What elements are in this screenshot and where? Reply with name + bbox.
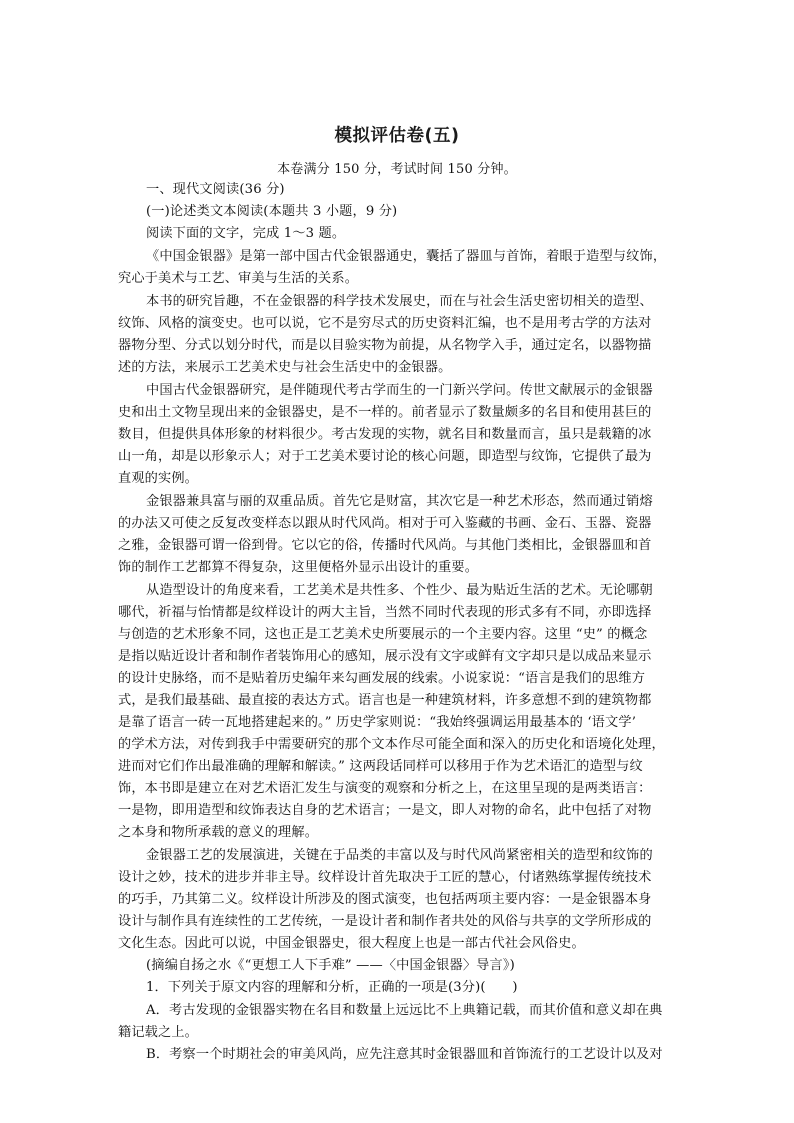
subsection-heading: (一)论述类文本阅读(本题共 3 小题，9 分) xyxy=(146,204,398,219)
text-line: 的巧手，乃其第二义。纹样设计所涉及的图式演变，也包括两项主要内容：一是金银器本身 xyxy=(118,892,652,907)
exam-instructions: 本卷满分 150 分，考试时间 150 分钟。 xyxy=(277,162,517,177)
question-1: 1．下列关于原文内容的理解和分析，正确的一项是(3分)( ) xyxy=(146,980,518,995)
text-line: 器物分型、分式以划分时代，而是以目验实物为前提，从名物学入手，通过定名，以器物描 xyxy=(118,338,652,353)
text-line: 直观的实例。 xyxy=(118,471,199,486)
text-line: 饰，本书即是建立在对艺术语汇发生与演变的观察和分析之上，在这里呈现的是两类语言： xyxy=(118,781,652,796)
reading-instruction: 阅读下面的文字，完成 1～3 题。 xyxy=(146,226,346,241)
text-line: 饰的制作工艺都算不得复杂，这里便格外显示出设计的重要。 xyxy=(118,560,479,575)
text-line: 从造型设计的角度来看，工艺美术是共性多、个性少、最为贴近生活的艺术。无论哪朝 xyxy=(146,583,653,598)
section-heading: 一、现代文阅读(36 分) xyxy=(146,182,285,197)
text-line: 的学术方法，对传到我手中需要研究的那个文本作尽可能全面和深入的历史化和语境化处理， xyxy=(118,737,665,752)
text-line: 之雅，金银器可谓一俗到骨。它以它的俗，传播时代风尚。与其他门类相比，金银器皿和首 xyxy=(118,538,652,553)
text-line: 本书的研究旨趣，不在金银器的科学技术发展史，而在与社会生活史密切相关的造型、 xyxy=(146,294,653,309)
text-line: 设计与制作具有连续性的工艺传统，一是设计者和制作者共处的风俗与共享的文学所形成的 xyxy=(118,914,652,929)
text-line: 与创造的艺术形象不同，这也正是工艺美术史所要展示的一个主要内容。这里 “史” 的概念 xyxy=(118,627,648,642)
text-line: 数目，但提供具体形象的材料很少。考古发现的实物，就名目和数量而言，虽只是载籍的冰 xyxy=(118,427,652,442)
text-line: 的设计史脉络，而不是贴着历史编年来勾画发展的线索。小说家说：“语言是我们的思维方 xyxy=(118,671,646,686)
page-title: 模拟评估卷(五) xyxy=(334,126,460,146)
text-line: 山一角，却是以形象示人；对于工艺美术要讨论的核心问题，即造型与纹饰，它提供了最为 xyxy=(118,449,652,464)
text-line: 金银器兼具富与丽的双重品质。首先它是财富，其次它是一种艺术形态，然而通过销熔 xyxy=(146,494,653,509)
source-citation: (摘编自扬之水《“更想工人下手难” ——〈中国金银器〉导言》) xyxy=(146,958,515,973)
text-line: 中国古代金银器研究，是伴随现代考古学而生的一门新兴学问。传世文献展示的金银器 xyxy=(146,383,653,398)
text-line: 的办法又可使之反复改变样态以跟从时代风尚。相对于可入鉴藏的书画、金石、玉器、瓷器 xyxy=(118,516,652,531)
text-line: 史和出土文物呈现出来的金银器史，是不一样的。前者显示了数量颇多的名目和使用甚巨的 xyxy=(118,405,652,420)
text-line: 《中国金银器》是第一部中国古代金银器通史，囊括了器皿与首饰，着眼于造型与纹饰， xyxy=(146,249,667,264)
text-line: 设计之妙，技术的进步并非主导。纹样设计首先取决于工匠的慧心，付诸熟练掌握传统技术 xyxy=(118,870,652,885)
text-line: 是靠了语言一砖一瓦地搭建起来的。” 历史学家则说：“我始终强调运用最基本的 ‘语文学’ xyxy=(118,715,637,730)
text-line: 是指以贴近设计者和制作者装饰用心的感知，展示没有文字或鲜有文字却只是以成品来显示 xyxy=(118,649,652,664)
text-line: 纹饰、风格的演变史。也可以说，它不是穷尽式的历史资料汇编，也不是用考古学的方法对 xyxy=(118,316,652,331)
text-line: 一是物，即用造型和纹饰表达自身的艺术语言；一是文，即人对物的命名，此中包括了对物 xyxy=(118,803,652,818)
option-a: A．考古发现的金银器实物在名目和数量上远远比不上典籍记载，而其价值和意义却在典 xyxy=(146,1003,663,1018)
text-line: 文化生态。因此可以说，中国金银器史，很大程度上也是一部古代社会风俗史。 xyxy=(118,936,585,951)
text-line: 述的方法，来展示工艺美术史与社会生活史中的金银器。 xyxy=(118,360,452,375)
option-b: B．考察一个时期社会的审美风尚，应先注意其时金银器皿和首饰流行的工艺设计以及对 xyxy=(146,1047,663,1062)
option-a-continued: 籍记载之上。 xyxy=(118,1025,199,1040)
text-line: 进而对它们作出最准确的理解和解读。” 这两段话同样可以移用于作为艺术语汇的造型与纹 xyxy=(118,759,643,774)
text-line: 哪代，祈福与怡情都是纹样设计的两大主旨，当然不同时代表现的形式多有不同，亦即选择 xyxy=(118,605,652,620)
text-line: 式，是我们最基础、最直接的表达方式。语言也是一种建筑材料，许多意想不到的建筑物都 xyxy=(118,693,652,708)
text-line: 究心于美术与工艺、审美与生活的关系。 xyxy=(118,271,359,286)
text-line: 金银器工艺的发展演进，关键在于品类的丰富以及与时代风尚紧密相关的造型和纹饰的 xyxy=(146,848,653,863)
text-line: 之本身和物所承载的意义的理解。 xyxy=(118,825,319,840)
